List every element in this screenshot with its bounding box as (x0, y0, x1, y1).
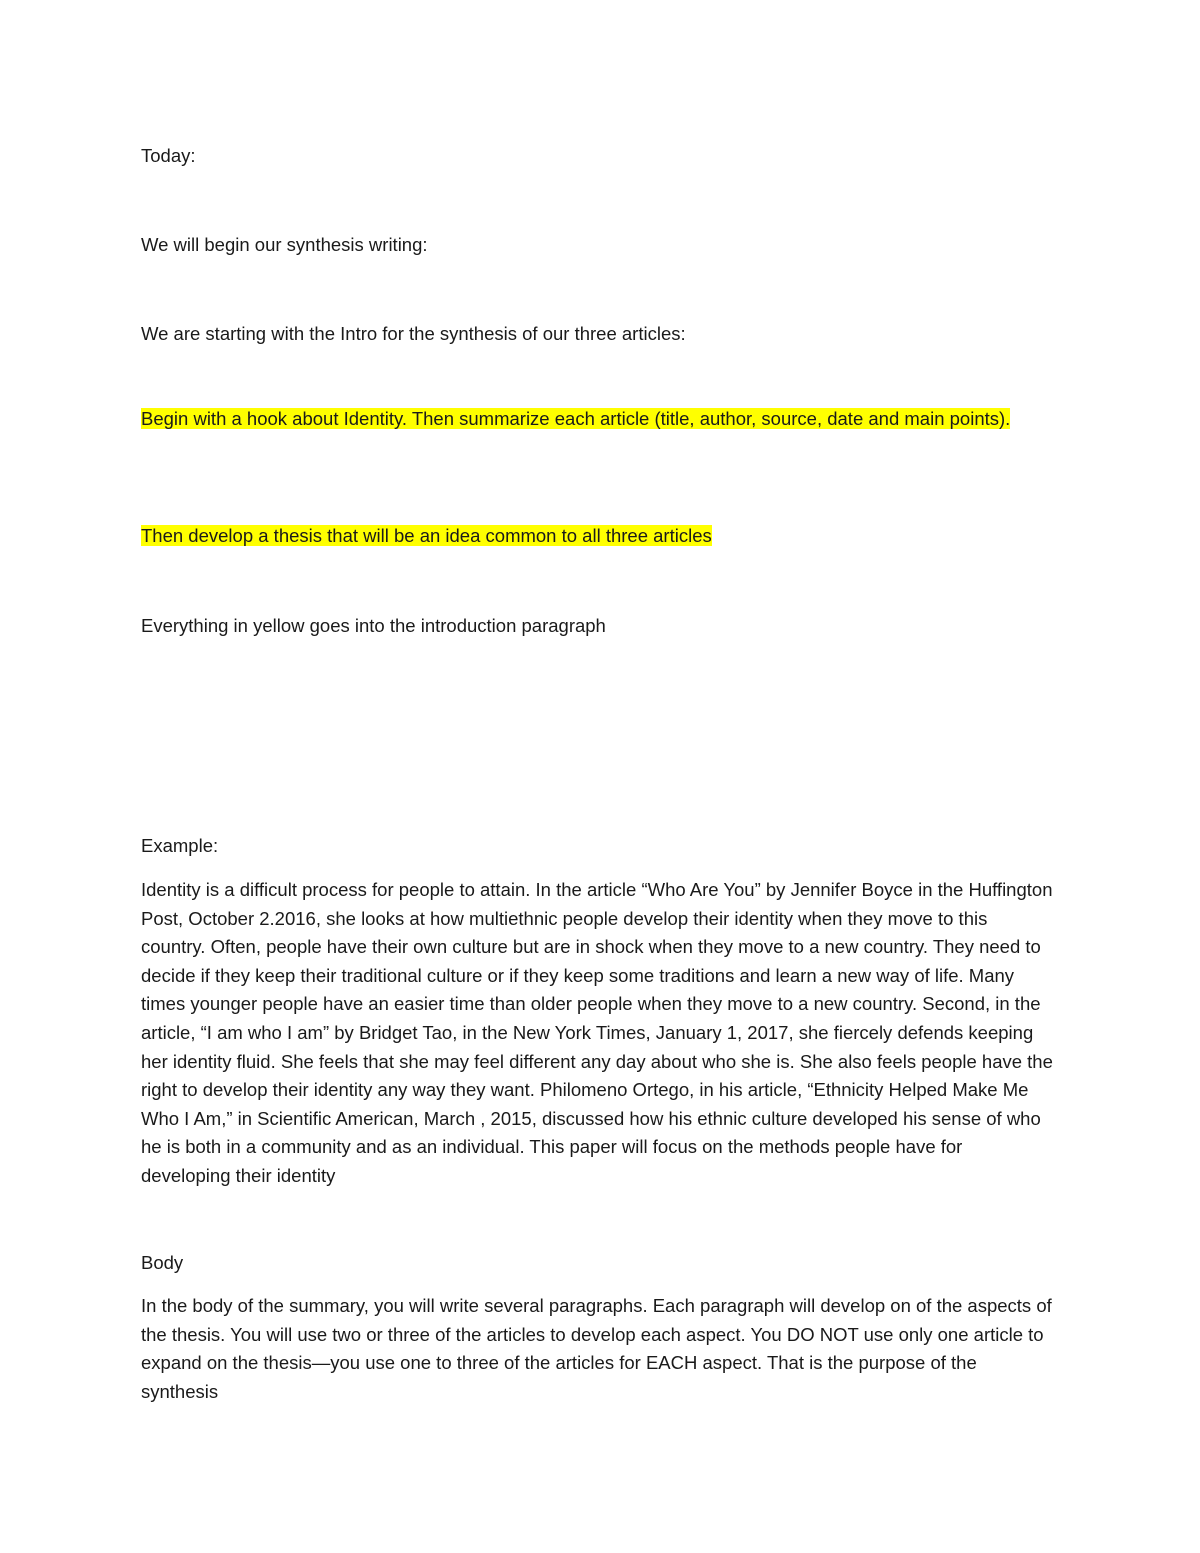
begin-line: We will begin our synthesis writing: (141, 234, 428, 255)
highlight-instruction-thesis (141, 522, 1061, 551)
yellow-note: Everything in yellow goes into the introduction paragraph (141, 615, 606, 636)
example-label: Example: (141, 835, 219, 856)
today-heading: Today: (141, 145, 196, 166)
highlight-text-thesis: Then develop a thesis that will be an idea common to all three articles (141, 525, 712, 546)
example-paragraph: Identity is a difficult process for people to attain. In the article “Who Are You” by Jennifer Boyce in the Huffington Post, October 2.2016, she looks at how multiethnic people develop their identity when they move to this country. Often, people have their own culture but are in shock when they move to a new country. They need to decide if they keep their traditional culture or if they keep some traditions and learn a new way of life. Many times younger people have an easier time than older people when they move to a new country. Second, in the article, “I am who I am” by Bridget Tao, in the New York Times, January 1, 2017, she fiercely defends keeping her identity fluid. She feels that she may feel different any day about who she is. She also feels people have the right to develop their identity any way they want. Philomeno Ortego, in his article, “Ethnicity Helped Make Me Who I Am,” in Scientific American, March , 2015, discussed how his ethnic culture developed his sense of who he is both in a community and as an individual. This paper will focus on the methods people have for developing their identity (141, 879, 1053, 1186)
highlight-text-hook: Begin with a hook about Identity. Then summarize each article (title, author, source, date and main points). (141, 408, 1011, 429)
highlight-instruction-hook (141, 405, 1021, 434)
body-paragraph: In the body of the summary, you will write several paragraphs. Each paragraph will develop on of the aspects of the thesis. You will use two or three of the articles to develop each aspect. You DO NOT use only one article to expand on the thesis—you use one to three of the articles for EACH aspect. That is the purpose of the synthesis (141, 1295, 1052, 1402)
intro-line: We are starting with the Intro for the synthesis of our three articles: (141, 323, 686, 344)
body-heading: Body (141, 1252, 184, 1273)
